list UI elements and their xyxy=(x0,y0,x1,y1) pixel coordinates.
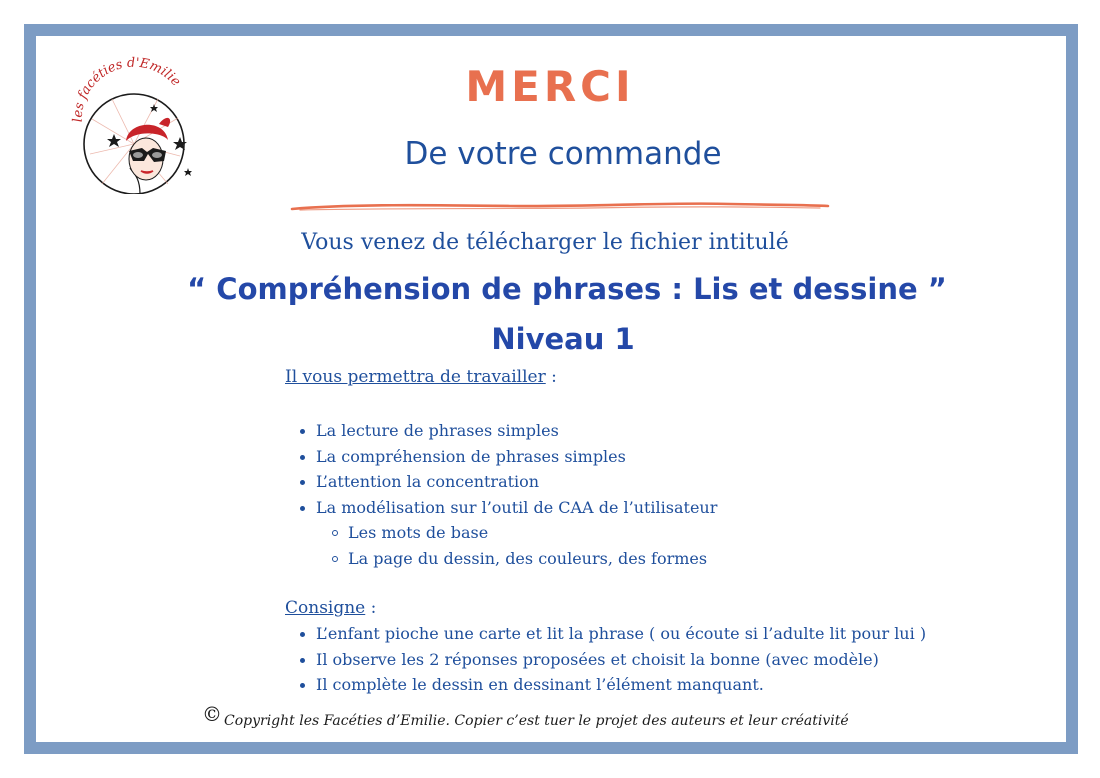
intro-text: Vous venez de télécharger le fichier intitulé xyxy=(301,230,789,255)
skills-list xyxy=(284,418,717,571)
list-item: La lecture de phrases simples xyxy=(284,418,717,444)
instructions-heading-text: Consigne xyxy=(285,598,366,618)
skills-heading-text: Il vous permettra de travailler xyxy=(285,367,546,387)
copyright-notice xyxy=(202,702,849,729)
skills-heading-colon: : xyxy=(545,367,557,387)
copyright-text: Copyright les Facéties d’Emilie. Copier c’est tuer le projet des auteurs et leur créativité xyxy=(224,713,849,729)
page-subtitle: De votre commande xyxy=(404,136,722,172)
sub-list-item: Les mots de base xyxy=(284,520,717,546)
list-item: Il complète le dessin en dessinant l’élément manquant. xyxy=(284,672,926,698)
list-item: L’enfant pioche une carte et lit la phrase ( ou écoute si l’adulte lit pour lui ) xyxy=(284,621,926,647)
instructions-list xyxy=(284,621,926,698)
logo-text: les facéties d'Emilie xyxy=(70,55,184,123)
copyright-icon: © xyxy=(202,702,222,726)
file-title: “ Compréhension de phrases : Lis et dessine ” xyxy=(187,272,947,306)
instructions-heading-colon: : xyxy=(365,598,377,618)
list-item: L’attention la concentration xyxy=(284,469,717,495)
brush-divider xyxy=(290,200,830,214)
page-title: MERCI xyxy=(465,62,635,111)
list-item: La modélisation sur l’outil de CAA de l’utilisateur xyxy=(284,495,717,521)
level-label: Niveau 1 xyxy=(491,322,635,356)
list-item: La compréhension de phrases simples xyxy=(284,444,717,470)
skills-heading xyxy=(285,367,557,387)
instructions-heading xyxy=(285,598,376,618)
list-item: Il observe les 2 réponses proposées et choisit la bonne (avec modèle) xyxy=(284,647,926,673)
sub-list-item: La page du dessin, des couleurs, des formes xyxy=(284,546,717,572)
